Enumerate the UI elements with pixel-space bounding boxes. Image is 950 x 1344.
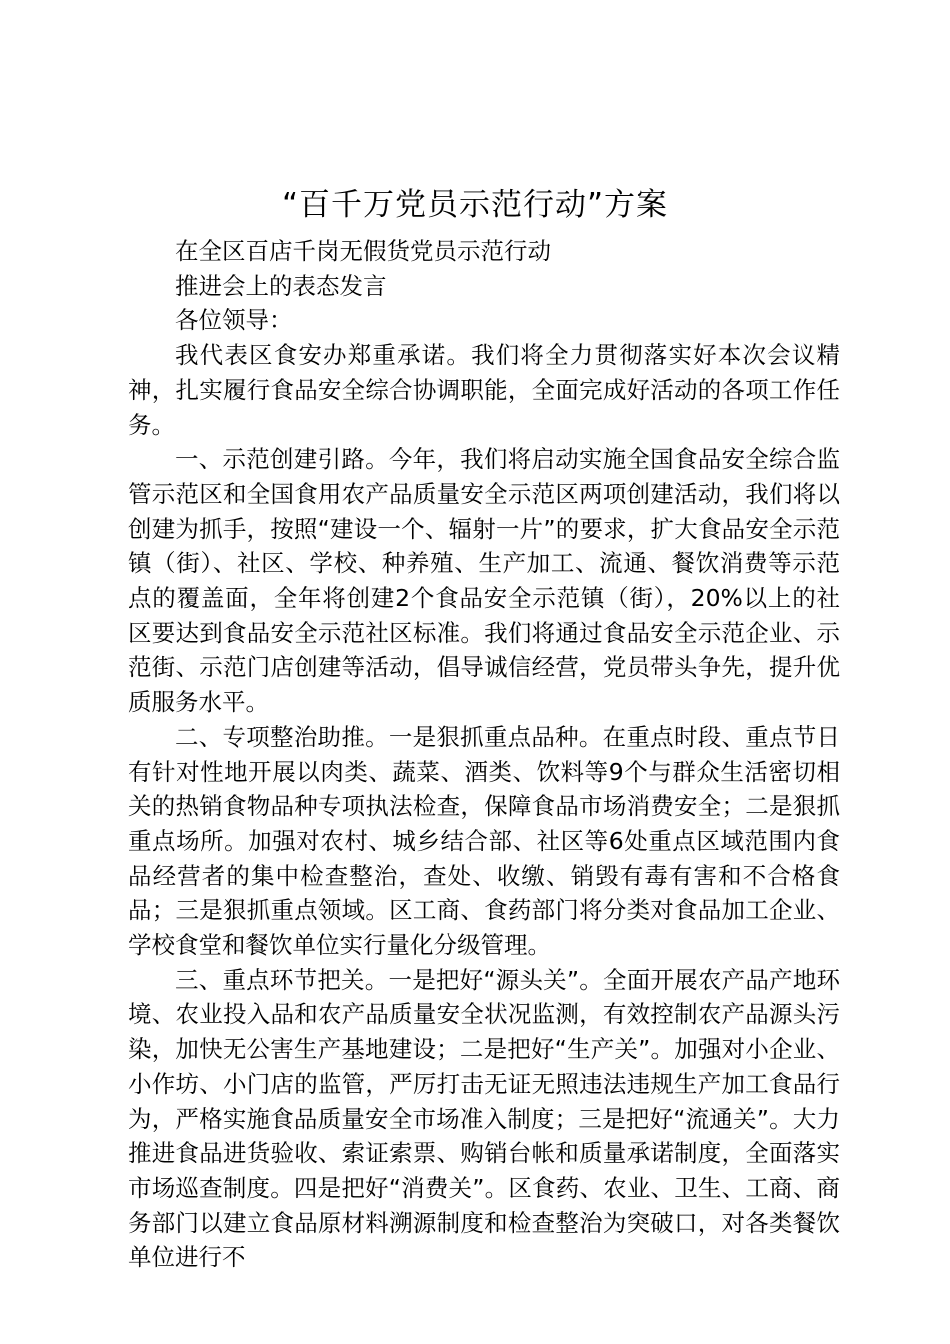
salutation: 各位领导： bbox=[175, 306, 293, 335]
subtitle-line-1: 在全区百店千岗无假货党员示范行动 bbox=[175, 237, 551, 265]
paragraph-intro: 我代表区食安办郑重承诺。我们将全力贯彻落实好本次会议精神，扎实履行食品安全综合协调职能，全面完成好活动的各项工作任务。 bbox=[128, 341, 840, 439]
document-title: “百千万党员示范行动”方案 bbox=[281, 187, 669, 223]
paragraph-section-2: 二、专项整治助推。一是狠抓重点品种。在重点时段、重点节日有针对性地开展以肉类、蔬菜、酒类、饮料等9个与群众生活密切相关的热销食物品种专项执法检查，保障食品市场消费安全；二是狠抓重点场所。加强对农村、城乡结合部、社区等6处重点区域范围内食品经营者的集中检查整治，查处、收缴、销毁有毒有害和不合格食品；三是狠抓重点领域。区工商、食药部门将分类对食品加工企业、学校食堂和餐饮单位实行量化分级管理。 bbox=[128, 722, 840, 960]
paragraph-section-1: 一、示范创建引路。今年，我们将启动实施全国食品安全综合监管示范区和全国食用农产品质量安全示范区两项创建活动，我们将以创建为抓手，按照“建设一个、辐射一片”的要求，扩大食品安全示范镇（街）、社区、学校、种养殖、生产加工、流通、餐饮消费等示范点的覆盖面，全年将创建2个食品安全示范镇（街），20%以上的社区要达到食品安全示范社区标准。我们将通过食品安全示范企业、示范街、示范门店创建等活动，倡导诚信经营，党员带头争先，提升优质服务水平。 bbox=[128, 445, 840, 717]
document-body bbox=[128, 234, 840, 1275]
paragraph-section-3: 三、重点环节把关。一是把好“源头关”。全面开展农产品产地环境、农业投入品和农产品质量安全状况监测，有效控制农产品源头污染，加快无公害生产基地建设；二是把好“生产关”。加强对小企业、小作坊、小门店的监管，严厉打击无证无照违法违规生产加工食品行为，严格实施食品质量安全市场准入制度；三是把好“流通关”。大力推进食品进货验收、索证索票、购销台帐和质量承诺制度，全面落实市场巡查制度。四是把好“消费关”。区食药、农业、卫生、工商、商务部门以建立食品原材料溯源制度和检查整治为突破口，对各类餐饮单位进行不 bbox=[128, 965, 840, 1272]
subtitle-line-2: 推进会上的表态发言 bbox=[175, 271, 387, 300]
